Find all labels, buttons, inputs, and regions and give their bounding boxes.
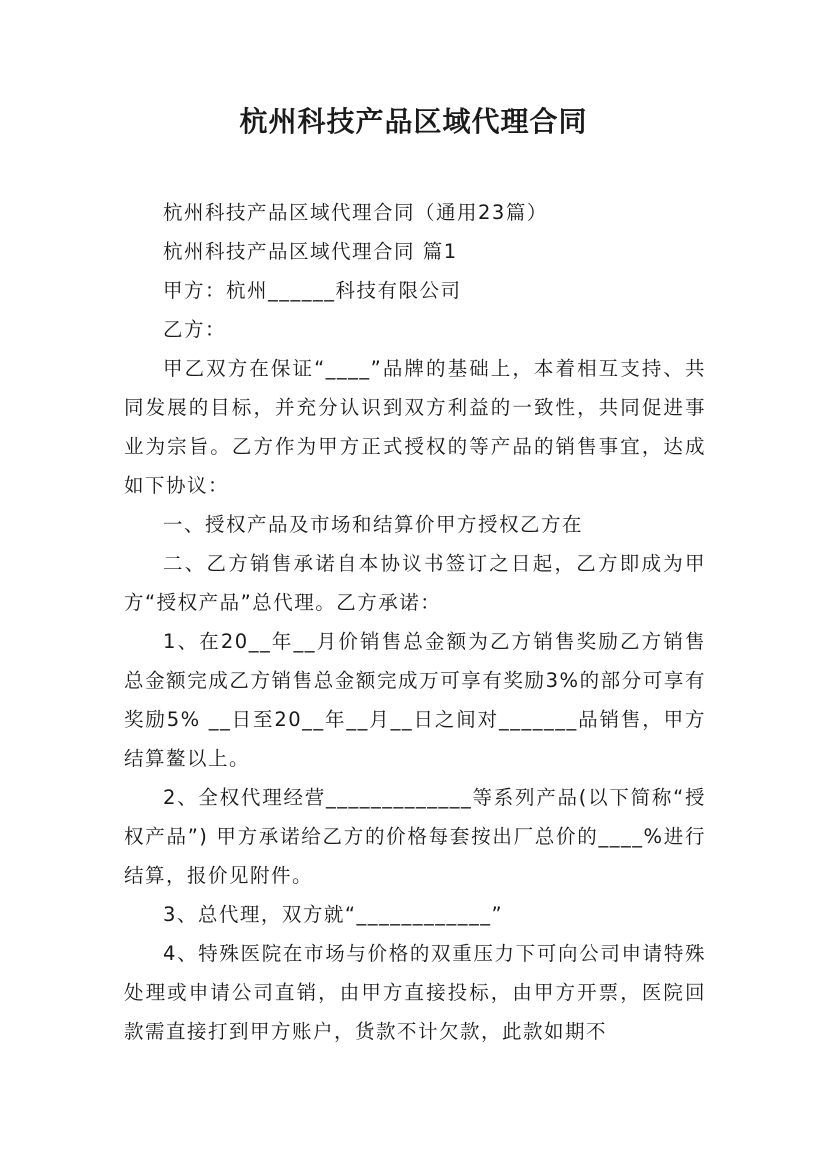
paragraph-preamble: 甲乙双方在保证“____”品牌的基础上，本着相互支持、共同发展的目标，并充分认识到双方利益的一致性，共同促进事业为宗旨。乙方作为甲方正式授权的等产品的销售事宜，达成如下协议：	[124, 357, 706, 497]
paragraph-item-4: 4、特殊医院在市场与价格的双重压力下可向公司申请特殊处理或申请公司直销，由甲方直接投标，由甲方开票，医院回款需直接打到甲方账户，货款不计欠款，此款如期不	[124, 942, 706, 1043]
paragraph-party-b: 乙方：	[163, 318, 227, 341]
paragraph-item-1: 1、在20__年__月价销售总金额为乙方销售奖励乙方销售总金额完成乙方销售总金额完成万可享有奖励3%的部分可享有奖励5% __日至20__年__月__日之间对_______品销售，甲方结算鳌以上。	[124, 630, 706, 770]
paragraph-item-3: 3、总代理，双方就“____________”	[163, 903, 504, 926]
paragraph-section-heading: 杭州科技产品区域代理合同 篇1	[163, 240, 458, 263]
paragraph-party-a: 甲方：杭州______科技有限公司	[163, 279, 462, 302]
document-title: 杭州科技产品区域代理合同	[239, 105, 588, 138]
paragraph-clause-1: 一、授权产品及市场和结算价甲方授权乙方在	[163, 513, 584, 536]
document-body	[124, 193, 706, 1051]
paragraph-doc-heading: 杭州科技产品区域代理合同（通用23篇）	[163, 201, 548, 224]
paragraph-clause-2: 二、乙方销售承诺自本协议书签订之日起，乙方即成为甲方“授权产品”总代理。乙方承诺：	[124, 552, 706, 614]
paragraph-item-2: 2、全权代理经营_____________等系列产品(以下简称“授权产品”) 甲方承诺给乙方的价格每套按出厂总价的____%进行结算，报价见附件。	[124, 786, 706, 887]
